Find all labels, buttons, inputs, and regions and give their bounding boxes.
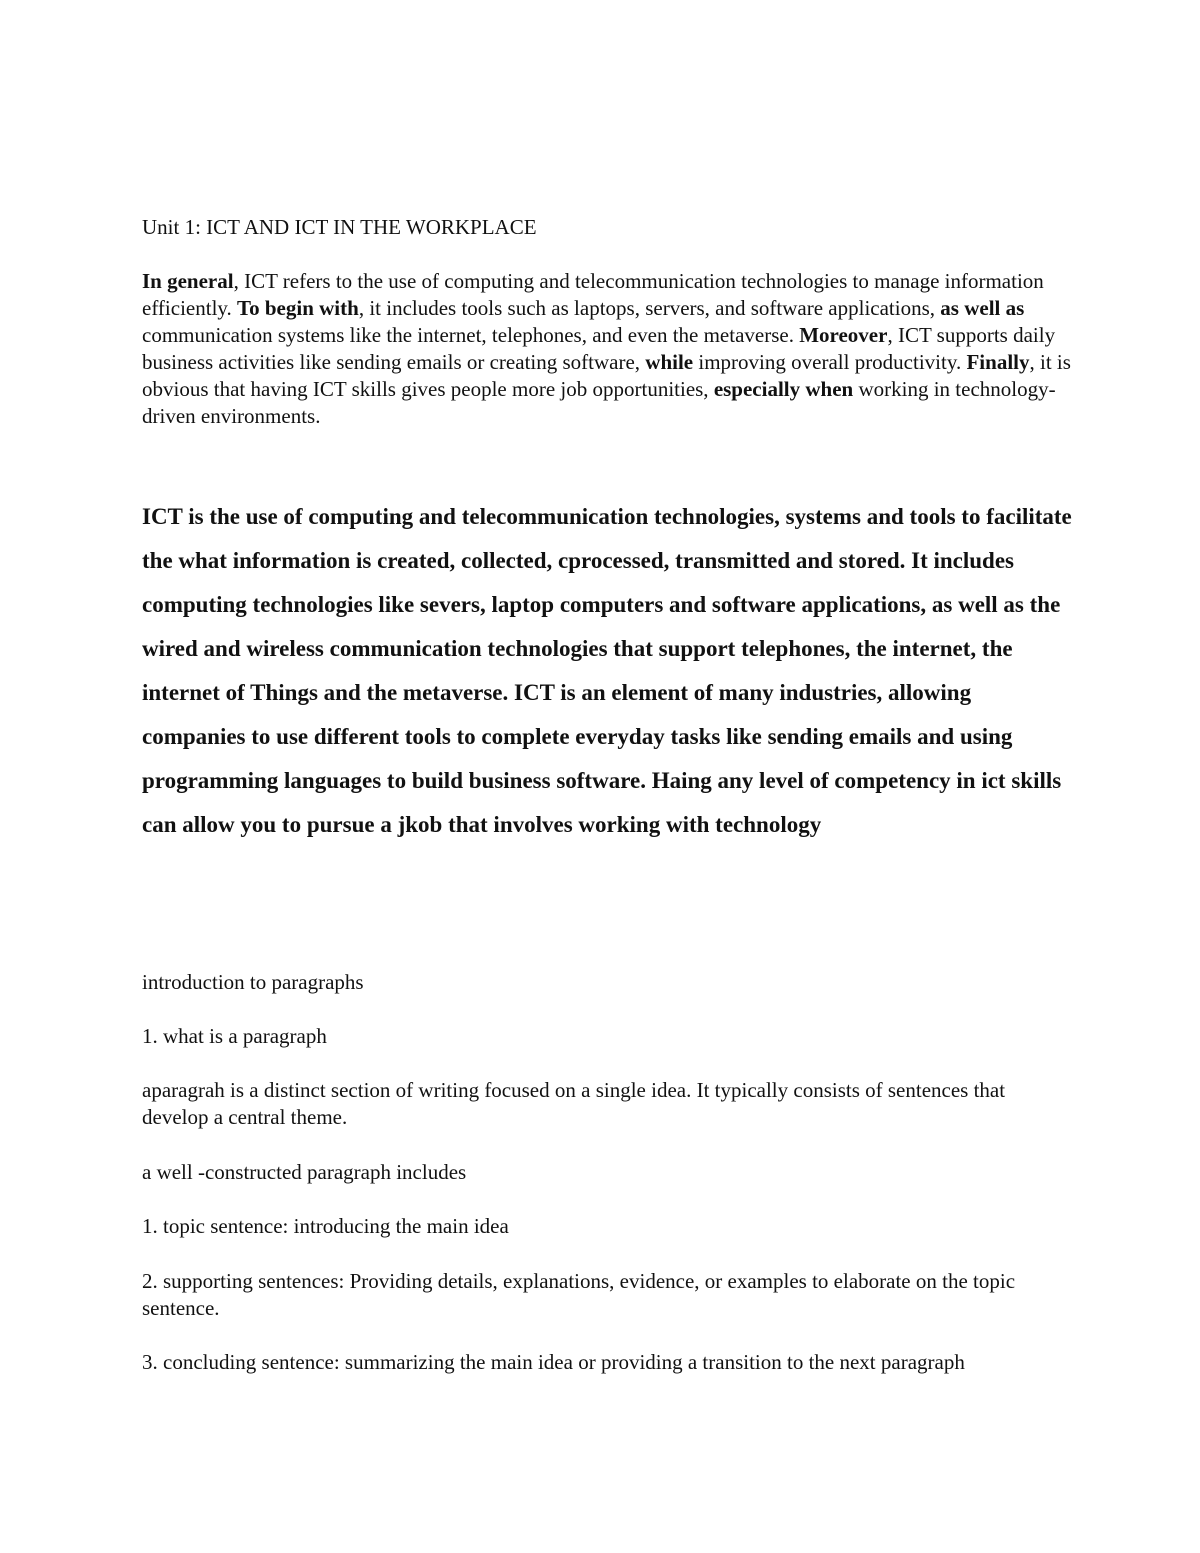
heading-introduction-to-paragraphs: introduction to paragraphs [142,970,364,994]
list-item-supporting-sentences: 2. supporting sentences: Providing details, explanations, evidence, or examples to elaborate on the topic sentence. [142,1269,1016,1320]
list-item-topic-sentence: 1. topic sentence: introducing the main idea [142,1214,509,1238]
paragraph-ict-summary [142,268,1072,430]
summary-text-7: working in technology-driven environments. [142,377,1056,428]
transition-while: while [645,350,694,374]
transition-finally: Finally [966,350,1030,374]
paragraph-ict-definition: ICT is the use of computing and telecommunication technologies, systems and tools to facilitate the what information is created, collected, cprocessed, transmitted and stored. It includes computing technologies like severs, laptop computers and software applications, as well as the wired and wireless communication technologies that support telephones, the internet, the internet of Things and the metaverse. ICT is an element of many industries, allowing companies to use different tools to complete everyday tasks like sending emails and using programming languages to build business software. Haing any level of competency in ict skills can allow you to pursue a jkob that involves working with technology [142,504,1072,837]
summary-text-3: communication systems like the internet, telephones, and even the metaverse. [142,323,800,347]
summary-text-2: , it includes tools such as laptops, servers, and software applications, [358,296,941,320]
transition-in-general: In general [142,269,234,293]
heading-paragraph-includes: a well -constructed paragraph includes [142,1160,467,1184]
transition-to-begin-with: To begin with [237,296,359,320]
question-what-is-a-paragraph: 1. what is a paragraph [142,1024,327,1048]
document-title: Unit 1: ICT AND ICT IN THE WORKPLACE [142,215,537,239]
summary-text-4: , ICT supports daily business activities like sending emails or creating software, [142,323,1056,374]
transition-as-well-as: as well as [940,296,1025,320]
transition-moreover: Moreover [799,323,888,347]
list-item-concluding-sentence: 3. concluding sentence: summarizing the main idea or providing a transition to the next paragraph [142,1350,965,1374]
summary-text-6: , it is obvious that having ICT skills gives people more job opportunities, [142,350,1071,401]
summary-text-5: improving overall productivity. [693,350,967,374]
paragraph-definition: aparagrah is a distinct section of writing focused on a single idea. It typically consists of sentences that develop a central theme. [142,1078,1006,1129]
transition-especially-when: especially when [713,377,854,401]
summary-text-1: , ICT refers to the use of computing and telecommunication technologies to manage information efficiently. [142,269,1044,320]
